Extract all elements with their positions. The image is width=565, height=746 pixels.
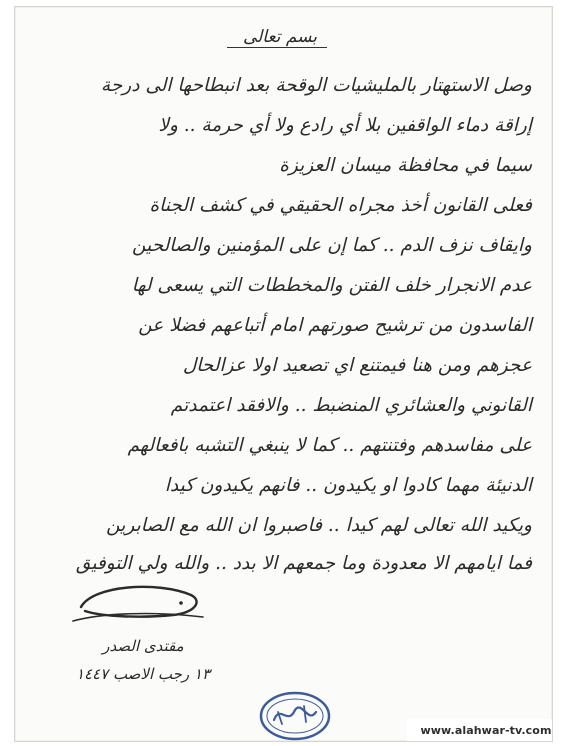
heading-underline [227, 47, 327, 48]
watermark: www.alahwar-tv.com [407, 719, 553, 741]
letter-line: على مفاسدهم وفتنتهم .. كما لا ينبغي التشبه بافعالهم [127, 435, 532, 456]
letter-line: سيما في محافظة ميسان العزيزة [279, 155, 532, 176]
letter-heading: بسم تعالى [242, 27, 318, 47]
letter-line: إراقة دماء الواقفين بلا أي رادع ولا أي حرمة .. ولا [158, 115, 532, 136]
signature-title: مقتدى الصدر [102, 637, 184, 655]
letter-line: الدنيئة مهما كادوا او يكيدون .. فانهم يكيدون كيدا [164, 475, 532, 496]
letter-line: وايقاف نزف الدم .. كما إن على المؤمنين والصالحين [132, 235, 532, 256]
signature-block [63, 577, 213, 707]
letter-line: القانوني والعشائري المنضبط .. والافقد اعتمدتم [170, 395, 532, 416]
letter-page [14, 6, 553, 742]
official-seal [258, 690, 332, 742]
letter-line: عجزهم ومن هنا فيمتنع اي تصعيد اولا عزالحال [182, 355, 532, 376]
letter-line: وصل الاستهتار بالمليشيات الوقحة بعد انبطاحها الى درجة [100, 75, 532, 96]
handwritten-signature [63, 577, 213, 637]
letter-line: عدم الانجرار خلف الفتن والمخططات التي يسعى لها [131, 275, 532, 296]
letter-line: الفاسدون من ترشيح صورتهم امام أتباعهم فضلا عن [138, 315, 532, 336]
letter-line: ويكيد الله تعالى لهم كيدا .. فاصبروا ان الله مع الصابرين [106, 515, 532, 536]
letter-line: فما ايامهم الا معدودة وما جمعهم الا بدد .. والله ولي التوفيق [75, 553, 532, 574]
signature-date: ١٣ رجب الاصب ١٤٤٧ [75, 665, 211, 683]
letter-line: فعلى القانون أخذ مجراه الحقيقي في كشف الجناة [149, 195, 532, 216]
